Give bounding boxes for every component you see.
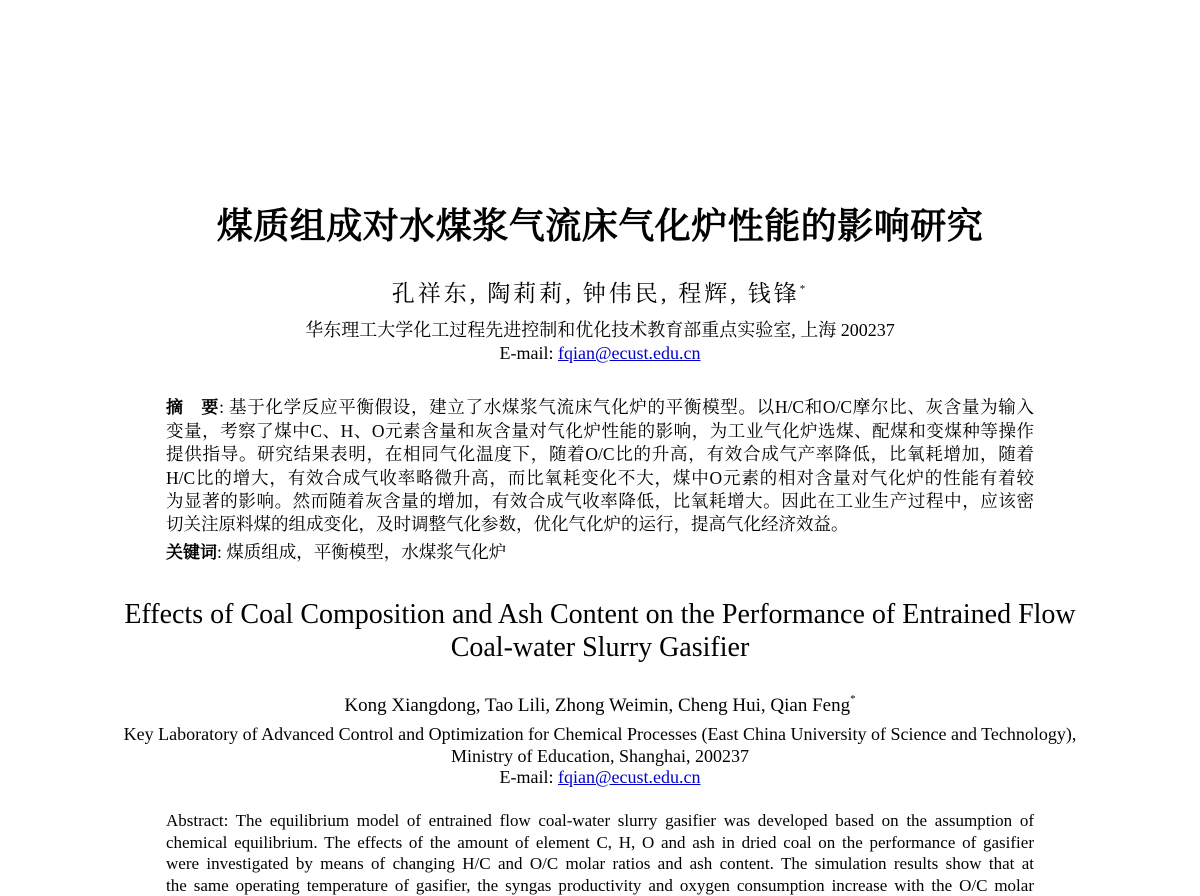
chinese-abstract	[166, 396, 1034, 536]
chinese-abstract-label: 摘 要	[166, 398, 219, 418]
english-affiliation	[0, 723, 1200, 767]
chinese-authors	[0, 274, 1200, 309]
english-title-line: Effects of Coal Composition and Ash Content on the Performance of Entrained Flow	[0, 598, 1200, 631]
chinese-abstract-line: H/C比的增大，有效合成气收率略微升高，而比氧耗变化不大，煤中O元素的相对含量对气化炉的性能有着较	[166, 467, 1034, 490]
chinese-keywords-label: 关键词	[166, 543, 217, 563]
english-corresponding-author-mark: *	[850, 693, 856, 705]
english-email-link[interactable]: fqian@ecust.edu.cn	[558, 767, 701, 787]
chinese-abstract-line: 切关注原料煤的组成变化，及时调整气化参数，优化气化炉的运行，提高气化经济效益。	[166, 513, 1034, 536]
english-abstract	[166, 810, 1034, 896]
english-affiliation-line: Key Laboratory of Advanced Control and Optimization for Chemical Processes (East China University of Science and Technology),	[0, 723, 1200, 745]
chinese-affiliation: 华东理工大学化工过程先进控制和优化技术教育部重点实验室, 上海 200237	[0, 318, 1200, 342]
chinese-abstract-text: 基于化学反应平衡假设，建立了水煤浆气流床气化炉的平衡模型。以H/C和O/C摩尔比、灰含量为输入	[229, 397, 1034, 417]
chinese-keywords-text: 煤质组成，平衡模型，水煤浆气化炉	[226, 542, 506, 562]
chinese-email-line	[0, 341, 1200, 365]
english-authors	[0, 686, 1200, 719]
corresponding-author-mark: *	[800, 283, 809, 295]
english-abstract-line: the same operating temperature of gasifier, the syngas productivity and oxygen consumption increase with the O/C molar	[166, 875, 1034, 896]
chinese-email-label: E-mail:	[499, 343, 557, 363]
chinese-keywords-separator: :	[217, 542, 226, 562]
english-abstract-line: chemical equilibrium. The effects of the amount of element C, H, O and ash in dried coal on the performance of gasifier	[166, 832, 1034, 854]
chinese-author-list: 孔祥东, 陶莉莉, 钟伟民, 程辉, 钱锋	[392, 281, 800, 306]
english-abstract-line: were investigated by means of changing H/C and O/C molar ratios and ash content. The simulation results show that at	[166, 853, 1034, 875]
english-author-list: Kong Xiangdong, Tao Lili, Zhong Weimin, Cheng Hui, Qian Feng	[344, 695, 850, 716]
chinese-email-link[interactable]: fqian@ecust.edu.cn	[558, 343, 701, 363]
chinese-abstract-separator: :	[219, 397, 229, 417]
chinese-abstract-line	[166, 396, 1034, 420]
chinese-abstract-line: 变量，考察了煤中C、H、O元素含量和灰含量对气化炉性能的影响，为工业气化炉选煤、配煤和变煤种等操作	[166, 420, 1034, 443]
english-affiliation-line: Ministry of Education, Shanghai, 200237	[0, 745, 1200, 767]
chinese-abstract-line: 为显著的影响。然而随着灰含量的增加，有效合成气收率降低，比氧耗增大。因此在工业生产过程中，应该密	[166, 490, 1034, 513]
english-title-line: Coal-water Slurry Gasifier	[0, 631, 1200, 664]
chinese-keywords	[166, 540, 1034, 565]
english-email-line	[0, 766, 1200, 788]
english-email-label: E-mail:	[499, 767, 557, 787]
chinese-title: 煤质组成对水煤浆气流床气化炉性能的影响研究	[0, 204, 1200, 250]
english-title	[0, 598, 1200, 664]
chinese-abstract-line: 提供指导。研究结果表明，在相同气化温度下，随着O/C比的升高，有效合成气产率降低，比氧耗增加，随着	[166, 443, 1034, 466]
english-abstract-line: Abstract: The equilibrium model of entrained flow coal-water slurry gasifier was developed based on the assumption of	[166, 810, 1034, 832]
